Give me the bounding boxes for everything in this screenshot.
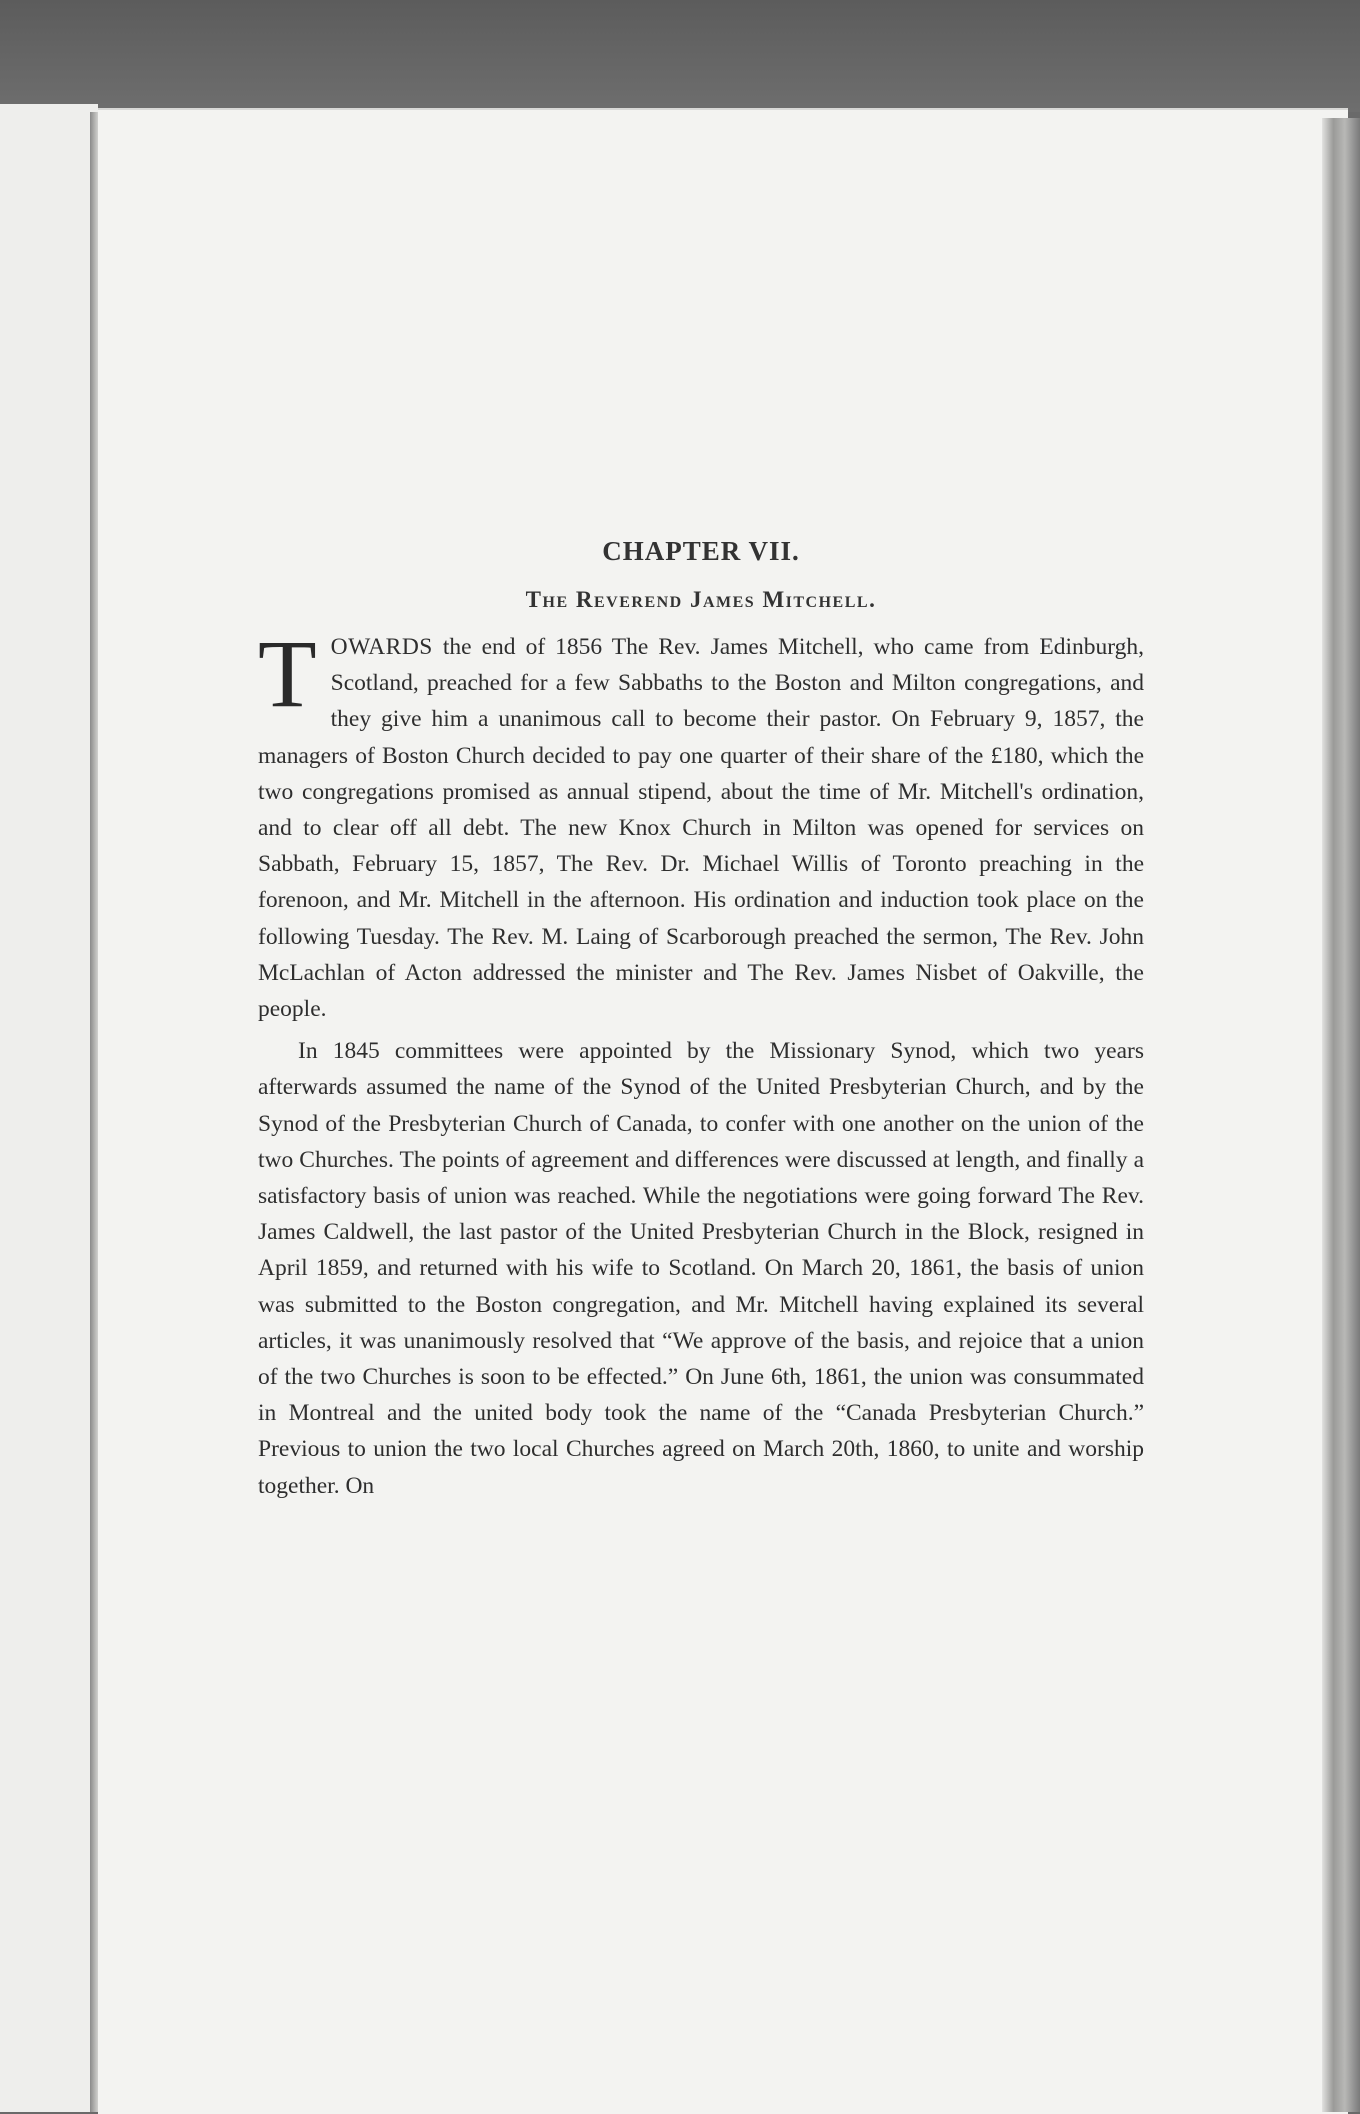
lead-word: OWARDS xyxy=(330,634,433,660)
chapter-title: CHAPTER VII. xyxy=(602,536,800,566)
scanner-background xyxy=(0,0,1360,112)
page-content xyxy=(258,536,1144,1504)
page-gutter-shadow xyxy=(90,112,98,2112)
paragraph-2-text: In 1845 committees were appointed by the Missionary Synod, which two years afterwards assumed the name of the Synod of the United Presbyterian Church, and by the Synod of the Presbyterian Church of Canada, to confer with one another on the union of the two Churches. The points of agreement and differences were discussed at length, and finally a satisfactory basis of union was reached. While the negotiations were going forward The Rev. James Caldwell, the last pastor of the United Presbyterian Church in the Block, resigned in April 1859, and returned with his wife to Scotland. On March 20, 1861, the basis of union was submitted to the Boston congregation, and Mr. Mitchell having explained its several articles, it was unanimously resolved that “We approve of the basis, and rejoice that a union of the two Churches is soon to be effected.” On June 6th, 1861, the union was consummated in Montreal and the united body took the name of the “Canada Presbyterian Church.” Previous to union the two local Churches agreed on March 20th, 1860, to unite and worship together. On xyxy=(258,1038,1144,1499)
facing-page-edge xyxy=(0,104,98,2112)
drop-cap: T xyxy=(258,620,317,727)
page-stack-edge xyxy=(1322,118,1360,2112)
paragraph-1-text: the end of 1856 The Rev. James Mitchell, who came from Edinburgh, Scotland, preached for a few Sabbaths to the Boston and Milton congregations, and they give him a unanimous call to become their pastor. On February 9, 1857, the managers of Boston Church decided to pay one quarter of their share of the £180, which the two congregations promised as annual stipend, about the time of Mr. Mitchell's ordination, and to clear off all debt. The new Knox Church in Milton was opened for services on Sabbath, February 15, 1857, The Rev. Dr. Michael Willis of Toronto preaching in the forenoon, and Mr. Mitchell in the afternoon. His ordination and induction took place on the following Tuesday. The Rev. M. Laing of Scarborough preached the sermon, The Rev. John McLachlan of Acton addressed the minister and The Rev. James Nisbet of Oakville, the people. xyxy=(258,634,1144,1023)
chapter-subtitle: The Reverend James Mitchell. xyxy=(525,587,877,612)
paragraph-2 xyxy=(258,1033,1144,1504)
paragraph-1 xyxy=(258,620,1144,1027)
